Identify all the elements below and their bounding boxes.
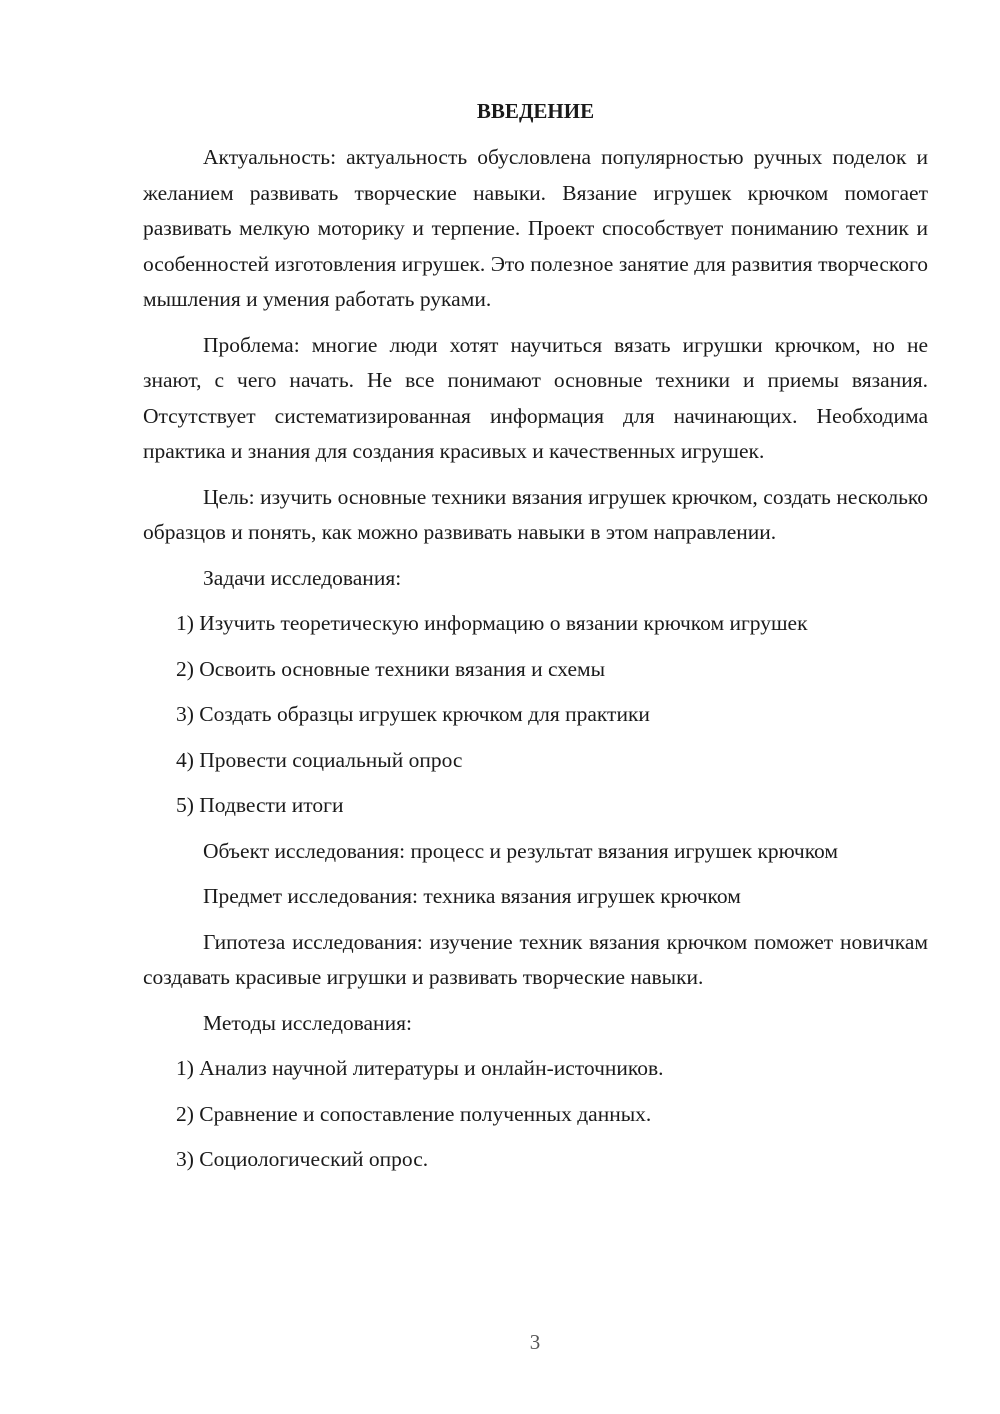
object-paragraph: Объект исследования: процесс и результат вязания игрушек крючком [203,838,838,863]
problem-paragraph: Проблема: многие люди хотят научиться вязать игрушки крючком, но не знают, с чего начать. Не все понимают основные техники и приемы вязания. Отсутствует систематизированная информация для начинающих. Необходима практика и знания для создания красивых и качественных игрушек. [143,332,928,463]
tasks-heading: Задачи исследования: [203,565,402,590]
task-item: 4) Провести социальный опрос [176,747,463,772]
relevance-paragraph: Актуальность: актуальность обусловлена популярностью ручных поделок и желанием развивать творческие навыки. Вязание игрушек крючком помогает развивать мелкую моторику и терпение. Проект способствует пониманию техник и особенностей изготовления игрушек. Это полезное занятие для развития творческого мышления и умения работать руками. [143,145,928,311]
goal-paragraph: Цель: изучить основные техники вязания игрушек крючком, создать несколько образцов и понять, как можно развивать навыки в этом направлении. [143,484,928,544]
task-item: 5) Подвести итоги [176,793,344,817]
method-item: 3) Социологический опрос. [176,1147,429,1171]
method-item: 1) Анализ научной литературы и онлайн-источников. [176,1056,664,1080]
hypothesis-paragraph: Гипотеза исследования: изучение техник вязания крючком поможет новичкам создавать красивые игрушки и развивать творческие навыки. [143,929,928,989]
subject-paragraph: Предмет исследования: техника вязания игрушек крючком [203,884,741,908]
method-item: 2) Сравнение и сопоставление полученных данных. [176,1101,652,1126]
task-item: 1) Изучить теоретическую информацию о вязании крючком игрушек [176,611,808,635]
task-item: 3) Создать образцы игрушек крючком для практики [176,702,650,726]
methods-heading: Методы исследования: [203,1010,412,1035]
task-item: 2) Освоить основные техники вязания и схемы [176,656,606,681]
section-title: ВВЕДЕНИЕ [476,99,595,123]
page-number: 3 [529,1330,541,1354]
document-page [143,94,928,1188]
